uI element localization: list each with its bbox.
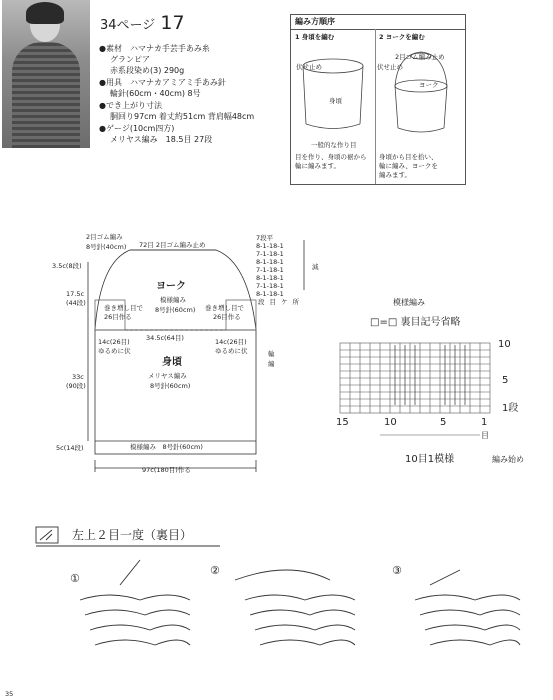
gauge-values: メリヤス編み 18.5目 27段 <box>110 135 213 144</box>
step-number-2: ② <box>210 564 220 577</box>
shoulder-width: 34.5c(64目) <box>146 334 184 342</box>
side-right-1: 14c(26目) <box>215 338 247 346</box>
gauge-head: ●ゲージ(10cm四方) <box>99 124 175 133</box>
chart-grid <box>340 343 490 435</box>
chart-row-lines <box>340 350 490 406</box>
tools-head: ●用具 ハマナカアミアミ手あみ針 <box>99 78 226 87</box>
step1-body: 身頃 <box>329 97 342 105</box>
size-values: 胴回り97cm 着丈約51cm 背肩幅48cm <box>110 112 255 121</box>
rib-needle: 8号針(40cm) <box>86 243 127 251</box>
decrease-row: 7-1-18-1 <box>256 250 284 258</box>
decrease-row: 7-1-18-1 <box>256 266 284 274</box>
step2-desc-3: 編みます。 <box>379 171 411 179</box>
col-label-10: 10 <box>384 417 397 428</box>
decrease-row: 8-1-18-1 <box>256 290 284 298</box>
step1-cast-on: 一般的な作り目 <box>311 141 357 149</box>
materials-yarn: グランピア <box>110 55 150 64</box>
pattern-number: 17 <box>160 12 185 34</box>
tools-needles: 輪針(60cm・40cm) 8号 <box>110 89 201 98</box>
materials-amount: 赤系段染め(3) 290g <box>110 66 185 75</box>
step2-desc-2: 輪に編み、ヨークを <box>379 162 438 170</box>
row-label-10: 10 <box>498 339 511 350</box>
pickup-right-2: 26目作る <box>213 313 241 321</box>
step2-rib: 2目ゴム編み止め <box>395 53 445 61</box>
repeat-label: 10目1模様 <box>405 454 455 465</box>
step-number-1: ① <box>70 572 80 585</box>
start-marker: 目 <box>481 431 489 440</box>
page-number: 35 <box>5 690 14 698</box>
decrease-sub <box>258 298 299 306</box>
illustration-2 <box>235 570 355 645</box>
hem-height: 5c(14段) <box>56 444 84 452</box>
chart-knit-marks <box>395 345 465 405</box>
body-pattern: メリヤス編み <box>148 372 187 380</box>
decrease-row: 7-1-18-1 <box>256 282 284 290</box>
step-number-3: ③ <box>392 564 402 577</box>
model-sweater <box>12 42 80 148</box>
pickup-right-1: 巻き増し目で <box>205 304 244 312</box>
decrease-row: 8-1-18-1 <box>256 242 284 250</box>
decrease-sub-item: ケ <box>281 298 288 306</box>
technique-symbol <box>40 530 52 540</box>
decrease-row: 8-1-18-1 <box>256 258 284 266</box>
step2-desc-1: 身頃から目を拾い、 <box>379 153 438 161</box>
step1-desc-1: 目を作り、身頃の裾から <box>295 153 367 161</box>
rib-bind-off: 72目 2目ゴム編み止め <box>139 241 206 249</box>
circumference: 97c(180目)作る <box>142 466 191 474</box>
steps-col-divider <box>375 29 376 184</box>
yoke-pattern: 模様編み <box>160 296 186 304</box>
body-label: 身頃 <box>162 357 182 368</box>
round-label-2: 編 <box>268 360 275 368</box>
pickup-left-2: 26目作る <box>104 313 132 321</box>
row-label-5: 5 <box>502 375 509 386</box>
step1-title: 1 身頃を編む <box>295 33 335 41</box>
col-label-1: 1 <box>481 417 488 428</box>
decrease-sub-item: 所 <box>292 298 299 306</box>
hem-pattern: 模様編み 8号針(60cm) <box>130 443 203 451</box>
page-ref <box>100 12 185 34</box>
side-right-2: ゆるめに伏 <box>215 347 248 355</box>
col-label-5: 5 <box>440 417 447 428</box>
step2-bind-off: 伏せ止め <box>377 63 403 71</box>
steps-title-divider <box>291 29 465 30</box>
chart-legend: □=□ 裏目記号省略 <box>370 317 461 328</box>
page-prefix: 34ページ <box>100 18 156 33</box>
yoke-rows: (44段) <box>66 299 86 307</box>
side-left-2: ゆるめに伏 <box>98 347 131 355</box>
model-hair <box>26 2 64 24</box>
body-rows: (90段) <box>66 382 86 390</box>
model-photo <box>2 0 90 148</box>
step2-yoke: ヨーク <box>419 81 439 89</box>
body-height: 33c <box>72 373 84 381</box>
technique-symbol-box <box>36 527 58 543</box>
yoke-needle: 8号針(60cm) <box>155 306 196 314</box>
decrease-note: 減 <box>312 263 319 271</box>
step1-desc-2: 輪に編みます。 <box>295 162 340 170</box>
decrease-sub-item: 段 <box>258 298 265 306</box>
steps-title: 編み方順序 <box>295 17 335 26</box>
step2-title: 2 ヨークを編む <box>379 33 425 41</box>
yoke-label: ヨーク <box>156 281 186 292</box>
illustration-3 <box>415 570 520 645</box>
yoke-depth: 17.5c <box>66 290 85 298</box>
steps-box <box>290 14 466 185</box>
decrease-table <box>256 234 284 298</box>
decrease-row: 8-1-18-1 <box>256 274 284 282</box>
materials-head: ●素材 ハマナカ手芸手あみ糸 <box>99 44 210 53</box>
chart-frame <box>340 343 490 413</box>
illustration-1 <box>80 560 190 645</box>
row-label-1: 1段 <box>502 403 519 414</box>
side-left-1: 14c(26目) <box>98 338 130 346</box>
decrease-row: 7段平 <box>256 234 274 242</box>
body-needle: 8号針(60cm) <box>150 382 191 390</box>
chart-col-lines <box>350 343 480 413</box>
yoke-height: 3.5c(8段) <box>52 262 82 270</box>
rib-label: 2目ゴム編み <box>86 233 123 241</box>
chart-title: 模様編み <box>393 298 425 307</box>
technique-title: 左上２目一度（裏目） <box>72 528 193 542</box>
round-label: 輪 <box>268 350 275 358</box>
decrease-sub-item: 目 <box>269 298 276 306</box>
col-label-15: 15 <box>336 417 349 428</box>
pickup-left-1: 巻き増し目で <box>104 304 143 312</box>
start-label: 編み始め <box>492 455 524 464</box>
step1-bind-off: 伏せ止め <box>296 63 322 71</box>
size-head: ●でき上がり寸法 <box>99 101 162 110</box>
